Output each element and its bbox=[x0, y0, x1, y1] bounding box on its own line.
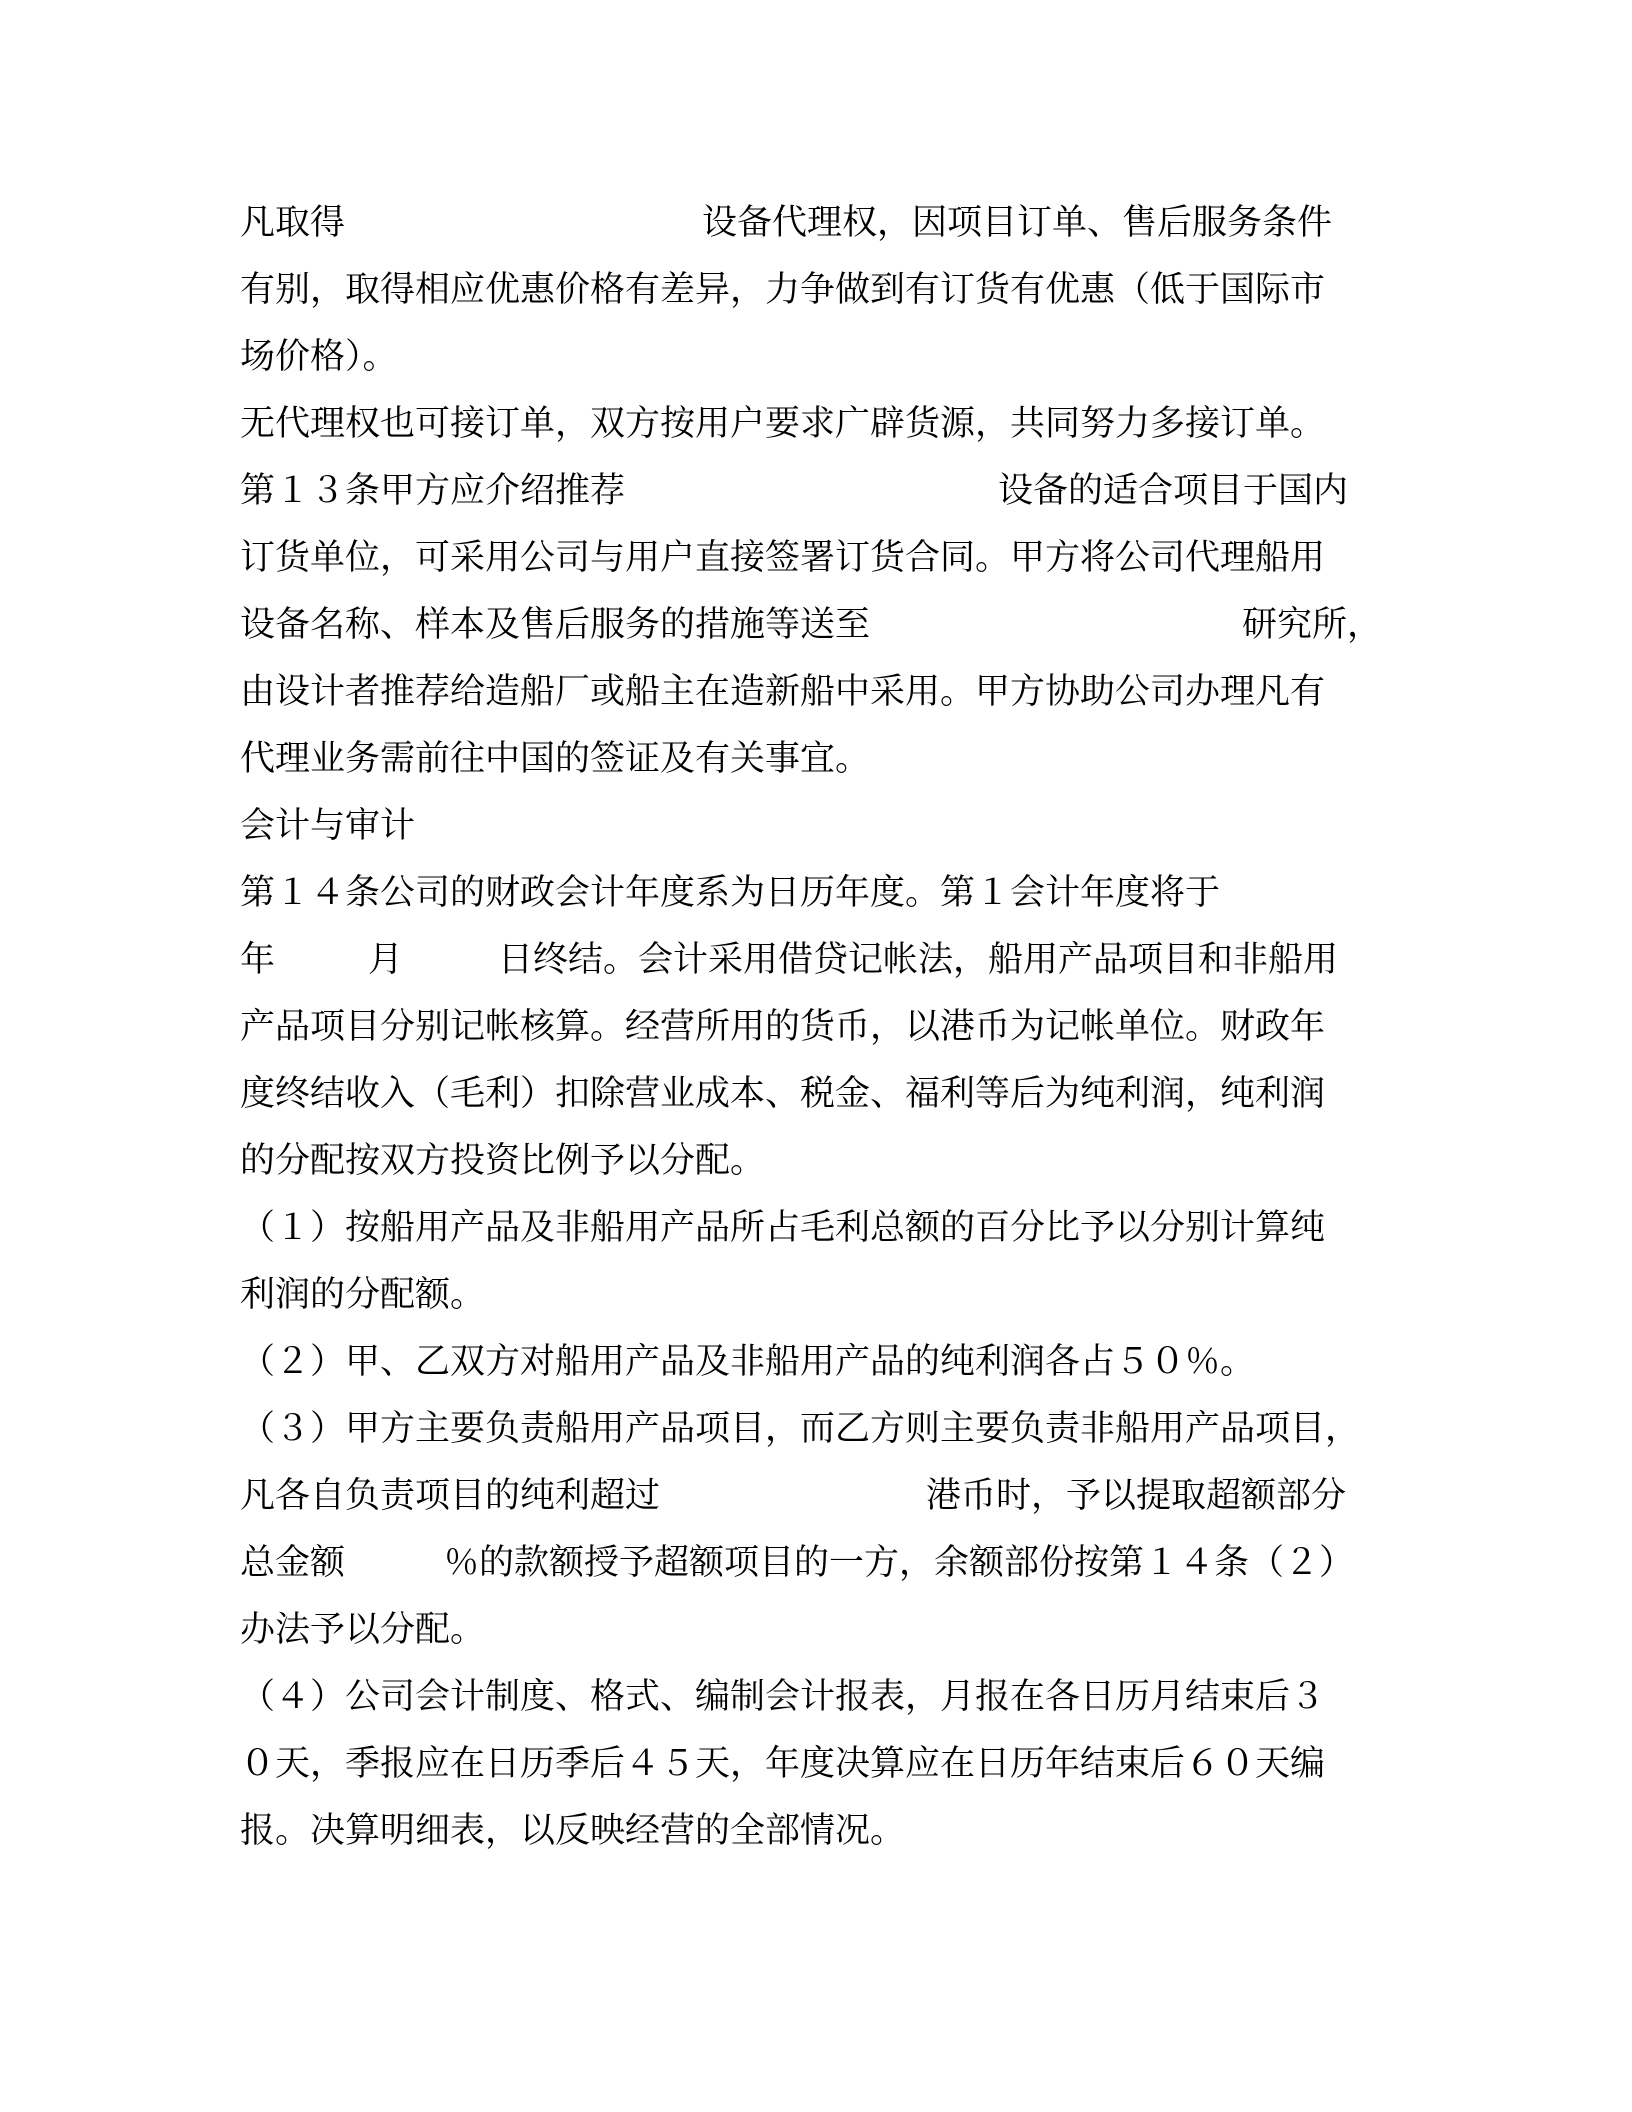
text-line bbox=[240, 1262, 1390, 1329]
text-line bbox=[240, 726, 1390, 793]
text-segment: 月 bbox=[368, 940, 404, 980]
text-line bbox=[240, 1195, 1390, 1262]
text-segment: 产品项目分别记帐核算。经营所用的货币，以港币为记帐单位。财政年 bbox=[240, 1007, 1326, 1047]
text-line bbox=[240, 860, 1390, 927]
text-segment: 代理业务需前往中国的签证及有关事宜。 bbox=[240, 739, 871, 779]
text-line bbox=[240, 1597, 1390, 1664]
text-line bbox=[240, 1530, 1390, 1597]
text-line bbox=[240, 190, 1390, 257]
text-segment: 凡取得 bbox=[240, 203, 346, 243]
text-line bbox=[240, 1463, 1390, 1530]
document-body bbox=[240, 190, 1390, 1865]
text-line bbox=[240, 1061, 1390, 1128]
text-line bbox=[240, 1664, 1390, 1731]
text-segment: 报。决算明细表，以反映经营的全部情况。 bbox=[240, 1811, 906, 1851]
text-segment: 日终结。会计采用借贷记帐法，船用产品项目和非船用 bbox=[498, 940, 1339, 980]
text-line bbox=[240, 1731, 1390, 1798]
text-line bbox=[240, 257, 1390, 324]
section-heading bbox=[240, 793, 1390, 860]
text-segment: 无代理权也可接订单，双方按用户要求广辟货源，共同努力多接订单。 bbox=[240, 404, 1326, 444]
text-line bbox=[240, 525, 1390, 592]
text-segment: 办法予以分配。 bbox=[240, 1610, 486, 1650]
text-segment: 第１４条公司的财政会计年度系为日历年度。第１会计年度将于 bbox=[240, 873, 1221, 913]
text-segment: 设备的适合项目于国内 bbox=[998, 471, 1349, 511]
text-segment: 总金额 bbox=[240, 1543, 346, 1583]
text-segment: （１）按船用产品及非船用产品所占毛利总额的百分比予以分别计算纯 bbox=[240, 1208, 1326, 1248]
text-segment: 由设计者推荐给造船厂或船主在造新船中采用。甲方协助公司办理凡有 bbox=[240, 672, 1326, 712]
text-line bbox=[240, 1329, 1390, 1396]
text-segment: 利润的分配额。 bbox=[240, 1275, 486, 1315]
text-segment: 设备代理权，因项目订单、售后服务条件 bbox=[702, 203, 1333, 243]
text-segment: 度终结收入（毛利）扣除营业成本、税金、福利等后为纯利润，纯利润 bbox=[240, 1074, 1326, 1114]
text-segment: 订货单位，可采用公司与用户直接签署订货合同。甲方将公司代理船用 bbox=[240, 538, 1326, 578]
text-line bbox=[240, 1128, 1390, 1195]
text-segment: 港币时，予以提取超额部分 bbox=[926, 1476, 1347, 1516]
text-segment: （３）甲方主要负责船用产品项目，而乙方则主要负责非船用产品项目， bbox=[240, 1409, 1361, 1449]
text-segment: ％的款额授予超额项目的一方，余额部份按第１４条（２） bbox=[444, 1543, 1355, 1583]
text-segment: （４）公司会计制度、格式、编制会计报表，月报在各日历月结束后３ bbox=[240, 1677, 1326, 1717]
text-line bbox=[240, 592, 1390, 659]
text-line bbox=[240, 324, 1390, 391]
text-segment: 研究所， bbox=[1242, 605, 1383, 645]
text-line bbox=[240, 1798, 1390, 1865]
text-line bbox=[240, 391, 1390, 458]
text-segment: （２）甲、乙双方对船用产品及非船用产品的纯利润各占５０％。 bbox=[240, 1342, 1256, 1382]
text-segment: 场价格）。 bbox=[240, 337, 398, 377]
text-segment: 的分配按双方投资比例予以分配。 bbox=[240, 1141, 766, 1181]
text-segment: 设备名称、样本及售后服务的措施等送至 bbox=[240, 605, 871, 645]
text-segment: 有别，取得相应优惠价格有差异，力争做到有订货有优惠（低于国际市 bbox=[240, 270, 1326, 310]
text-line bbox=[240, 659, 1390, 726]
text-segment: 凡各自负责项目的纯利超过 bbox=[240, 1476, 661, 1516]
text-line bbox=[240, 458, 1390, 525]
text-line bbox=[240, 994, 1390, 1061]
text-segment: 年 bbox=[240, 940, 276, 980]
text-segment: 会计与审计 bbox=[240, 806, 416, 846]
text-segment: ０天，季报应在日历季后４５天，年度决算应在日历年结束后６０天编 bbox=[240, 1744, 1326, 1784]
text-line bbox=[240, 927, 1390, 994]
text-segment: 第１３条甲方应介绍推荐 bbox=[240, 471, 626, 511]
text-line bbox=[240, 1396, 1390, 1463]
